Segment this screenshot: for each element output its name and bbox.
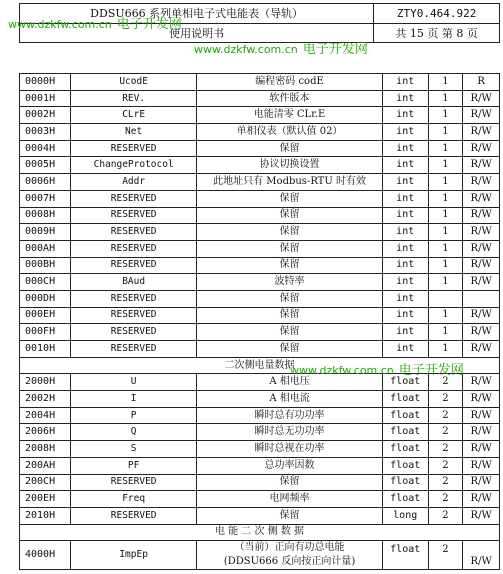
register-description: 保留 (197, 257, 382, 274)
register-description: 波特率 (197, 274, 382, 291)
register-access: R/W (463, 207, 500, 224)
register-address: 0004H (20, 140, 71, 157)
register-address: 4000H (20, 541, 71, 570)
register-address: 2000H (20, 374, 71, 391)
watermark-text: 电子开发网 (398, 363, 464, 378)
register-type: long (382, 507, 428, 524)
register-type: int (382, 107, 428, 124)
register-length: 1 (428, 157, 463, 174)
document-code: ZTY0.464.922 (374, 4, 500, 24)
register-address: 0003H (20, 124, 71, 141)
register-name: RESERVED (70, 290, 196, 307)
table-row (20, 174, 500, 191)
table-row (20, 274, 500, 291)
register-length: 2 (428, 541, 463, 570)
table-row (20, 307, 500, 324)
register-address: 2004H (20, 407, 71, 424)
register-address: 200EH (20, 491, 71, 508)
register-length: 1 (428, 341, 463, 358)
table-row (20, 474, 500, 491)
register-description: 电网频率 (197, 491, 382, 508)
register-length: 2 (428, 391, 463, 408)
register-address: 0005H (20, 157, 71, 174)
table-row (20, 324, 500, 341)
watermark-text: 电子开发网 (302, 42, 368, 57)
register-length: 1 (428, 124, 463, 141)
table-row (20, 441, 500, 458)
register-type: int (382, 190, 428, 207)
register-length: 2 (428, 441, 463, 458)
description-line: (DDSU666 反向按正向计量) (223, 556, 356, 568)
register-description: 电能清零 CLr.E (197, 107, 382, 124)
register-length: 1 (428, 240, 463, 257)
register-type: int (382, 240, 428, 257)
table-row (20, 541, 500, 570)
section-title-energy-secondary: 电 能 二 次 侧 数 据 (20, 524, 500, 541)
register-length: 1 (428, 190, 463, 207)
register-type: int (382, 174, 428, 191)
register-length: 1 (428, 274, 463, 291)
register-access: R/W (463, 424, 500, 441)
table-row (20, 407, 500, 424)
register-type: float (382, 374, 428, 391)
register-description (197, 541, 382, 570)
register-access: R/W (463, 157, 500, 174)
section-title-secondary-values: 二次侧电量数据 (20, 357, 500, 374)
register-description: 瞬时总视在功率 (197, 441, 382, 458)
register-description: 瞬时总有功功率 (197, 407, 382, 424)
register-access: R/W (463, 374, 500, 391)
table-row (20, 90, 500, 107)
register-name: UcodE (70, 74, 196, 91)
register-access: R/W (463, 257, 500, 274)
table-row (20, 240, 500, 257)
register-address: 2002H (20, 391, 71, 408)
register-address: 2008H (20, 441, 71, 458)
register-access: R/W (463, 190, 500, 207)
register-description: A 相电压 (197, 374, 382, 391)
register-address: 2010H (20, 507, 71, 524)
register-access: R/W (463, 107, 500, 124)
register-address: 0006H (20, 174, 71, 191)
register-type: float (382, 491, 428, 508)
register-address: 0007H (20, 190, 71, 207)
register-type: int (382, 90, 428, 107)
table-row (20, 507, 500, 524)
table-row (20, 457, 500, 474)
document-title: DDSU666 系列单相电子式电能表（导轨） (20, 4, 374, 24)
register-description: 保留 (197, 140, 382, 157)
register-name: RESERVED (70, 140, 196, 157)
register-description: 瞬时总无功功率 (197, 424, 382, 441)
register-access: R/W (463, 174, 500, 191)
register-name: P (70, 407, 196, 424)
register-address: 2006H (20, 424, 71, 441)
register-description: 保留 (197, 207, 382, 224)
register-description: 保留 (197, 240, 382, 257)
register-name: PF (70, 457, 196, 474)
table-row (20, 224, 500, 241)
register-length: 1 (428, 107, 463, 124)
register-description: 软件版本 (197, 90, 382, 107)
register-access: R/W (463, 224, 500, 241)
register-type: float (382, 407, 428, 424)
register-length: 1 (428, 257, 463, 274)
register-name: BAud (70, 274, 196, 291)
register-type: float (382, 474, 428, 491)
table-row (20, 190, 500, 207)
register-access: R/W (463, 341, 500, 358)
register-address: 000AH (20, 240, 71, 257)
register-access: R/W (463, 140, 500, 157)
register-type: int (382, 274, 428, 291)
register-access: R/W (463, 307, 500, 324)
register-name: U (70, 374, 196, 391)
description-line: （当前）正向有功总电能 (234, 542, 345, 554)
register-length: 2 (428, 374, 463, 391)
register-access: R/W (463, 474, 500, 491)
register-name: RESERVED (70, 257, 196, 274)
register-length: 1 (428, 174, 463, 191)
register-name: RESERVED (70, 224, 196, 241)
register-name: RESERVED (70, 507, 196, 524)
register-type: int (382, 341, 428, 358)
register-length: 1 (428, 207, 463, 224)
register-type: int (382, 324, 428, 341)
register-name: Addr (70, 174, 196, 191)
register-address: 200CH (20, 474, 71, 491)
register-description: 编程密码 codE (197, 74, 382, 91)
watermark-2 (194, 38, 368, 57)
register-name: Net (70, 124, 196, 141)
table-row (20, 157, 500, 174)
register-name: Freq (70, 491, 196, 508)
register-type: int (382, 307, 428, 324)
register-description: 总功率因数 (197, 457, 382, 474)
register-length: 1 (428, 307, 463, 324)
register-type: int (382, 207, 428, 224)
register-length: 2 (428, 474, 463, 491)
register-name: ImpEp (70, 541, 196, 570)
table-row (20, 207, 500, 224)
register-length: 1 (428, 74, 463, 91)
register-description: 此地址只有 Modbus-RTU 时有效 (197, 174, 382, 191)
register-type: int (382, 74, 428, 91)
register-length: 1 (428, 224, 463, 241)
register-access: R/W (463, 541, 500, 570)
watermark-3 (290, 359, 464, 378)
register-address: 0009H (20, 224, 71, 241)
register-description: 保留 (197, 190, 382, 207)
register-description: 保留 (197, 324, 382, 341)
register-type: int (382, 140, 428, 157)
register-length: 1 (428, 90, 463, 107)
section-row (20, 524, 500, 541)
register-type: int (382, 224, 428, 241)
register-length: 2 (428, 507, 463, 524)
register-length: 1 (428, 324, 463, 341)
register-type: float (382, 441, 428, 458)
table-row (20, 391, 500, 408)
register-access: R/W (463, 391, 500, 408)
watermark-url: www.dzkfw.com.cn (194, 43, 298, 56)
register-table-body (20, 74, 500, 570)
register-name: RESERVED (70, 207, 196, 224)
register-name: CLrE (70, 107, 196, 124)
register-length: 1 (428, 140, 463, 157)
register-description: 保留 (197, 290, 382, 307)
register-address: 000BH (20, 257, 71, 274)
register-access: R/W (463, 90, 500, 107)
register-access: R/W (463, 274, 500, 291)
page-counter: 共 15 页 第 8 页 (374, 23, 500, 43)
register-description: 保留 (197, 224, 382, 241)
register-name: RESERVED (70, 190, 196, 207)
register-name: REV. (70, 90, 196, 107)
table-row (20, 424, 500, 441)
watermark-url: www.dzkfw.com.cn (8, 18, 112, 31)
register-name: S (70, 441, 196, 458)
table-row (20, 290, 500, 307)
register-access: R/W (463, 457, 500, 474)
register-name: RESERVED (70, 240, 196, 257)
table-row (20, 140, 500, 157)
register-length (428, 290, 463, 307)
table-row (20, 257, 500, 274)
register-type: int (382, 124, 428, 141)
watermark-1 (8, 13, 182, 32)
table-row (20, 74, 500, 91)
register-address: 0008H (20, 207, 71, 224)
register-name: RESERVED (70, 341, 196, 358)
register-description: 单相仪表（默认值 02） (197, 124, 382, 141)
table-row (20, 341, 500, 358)
register-access (463, 290, 500, 307)
register-access: R/W (463, 491, 500, 508)
register-type: float (382, 541, 428, 570)
register-address: 200AH (20, 457, 71, 474)
register-name: RESERVED (70, 307, 196, 324)
register-access: R/W (463, 441, 500, 458)
table-row (20, 491, 500, 508)
register-description: 保留 (197, 341, 382, 358)
register-description: 保留 (197, 474, 382, 491)
watermark-url: www.dzkfw.com.cn (290, 364, 394, 377)
register-name: ChangeProtocol (70, 157, 196, 174)
register-address: 0001H (20, 90, 71, 107)
register-access: R/W (463, 507, 500, 524)
register-description: 保留 (197, 507, 382, 524)
register-length: 2 (428, 491, 463, 508)
register-type: float (382, 424, 428, 441)
register-address: 000FH (20, 324, 71, 341)
register-description: A 相电流 (197, 391, 382, 408)
document-subtitle: 使用说明书 (20, 23, 374, 43)
register-access: R/W (463, 324, 500, 341)
register-name: Q (70, 424, 196, 441)
register-length: 2 (428, 407, 463, 424)
register-length: 2 (428, 457, 463, 474)
table-row (20, 107, 500, 124)
register-type: float (382, 457, 428, 474)
register-type: int (382, 290, 428, 307)
register-access: R (463, 74, 500, 91)
register-length: 2 (428, 424, 463, 441)
register-address: 000DH (20, 290, 71, 307)
register-access: R/W (463, 240, 500, 257)
register-type: int (382, 257, 428, 274)
register-address: 000EH (20, 307, 71, 324)
register-address: 0000H (20, 74, 71, 91)
register-name: RESERVED (70, 474, 196, 491)
register-name: RESERVED (70, 324, 196, 341)
register-type: float (382, 391, 428, 408)
register-type: int (382, 157, 428, 174)
register-description: 保留 (197, 307, 382, 324)
register-access: R/W (463, 124, 500, 141)
register-table (19, 73, 500, 570)
register-address: 0010H (20, 341, 71, 358)
watermark-text: 电子开发网 (116, 17, 182, 32)
register-description: 协议切换设置 (197, 157, 382, 174)
register-access: R/W (463, 407, 500, 424)
register-address: 000CH (20, 274, 71, 291)
table-row (20, 124, 500, 141)
register-address: 0002H (20, 107, 71, 124)
register-name: I (70, 391, 196, 408)
